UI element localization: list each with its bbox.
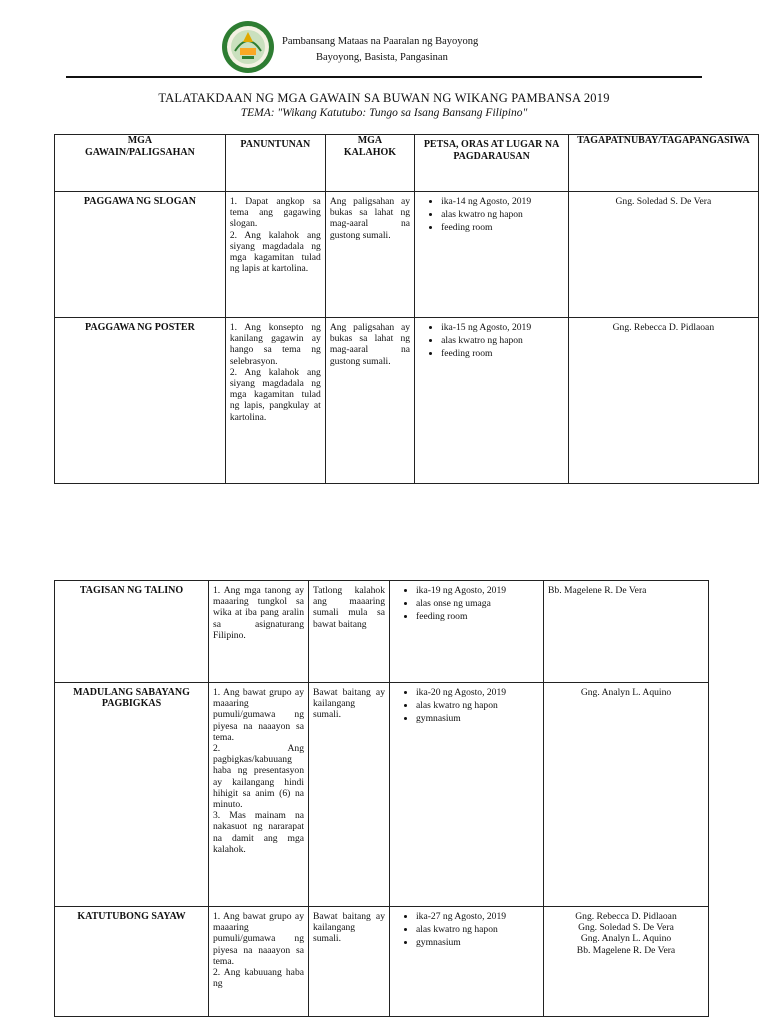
event-participants: Ang paligsahan ay bukas sa lahat ng mag-aaral na gustong sumali. bbox=[325, 318, 414, 484]
header-participants: MGA KALAHOK bbox=[325, 135, 414, 192]
event-schedule bbox=[390, 907, 544, 1017]
event-rules: 1. Ang mga tanong ay maaaring tungkol sa wika at iba pang aralin sa asignaturang Filipino. bbox=[209, 581, 309, 683]
schedule-date: • ika-27 ng Agosto, 2019 bbox=[416, 911, 539, 922]
event-rules: 1. Ang bawat grupo ay maaaring pumuli/gumawa ng piyesa na naaayon sa tema. 2. Ang kabuuang haba ng bbox=[209, 907, 309, 1017]
event-rules: 1. Ang bawat grupo ay maaaring pumuli/gumawa ng piyesa na naaayon sa tema. 2. Ang pagbigkas/kabuuang haba ng presentasyon ay kailangang hindi hihigit sa anim (6) na minuto. 3. Mas mainam na nakasuot ng nararapat na damit ang mga kalahok. bbox=[209, 683, 309, 907]
table-row bbox=[55, 192, 759, 318]
document-theme: TEMA: "Wikang Katutubo: Tungo sa Isang Bansang Filipino" bbox=[240, 107, 528, 119]
event-adviser bbox=[544, 581, 709, 683]
header-schedule: PETSA, ORAS AT LUGAR NA PAGDARAUSAN bbox=[415, 135, 569, 192]
event-name: TAGISAN NG TALINO bbox=[55, 581, 209, 683]
event-rules: 1. Dapat angkop sa tema ang gagawing slogan. 2. Ang kalahok ang siyang magdadala ng mga kagamitan tulad ng lapis at kartolina. bbox=[225, 192, 325, 318]
letterhead bbox=[0, 0, 768, 80]
event-schedule bbox=[415, 192, 569, 318]
adviser-name: Bb. Magelene R. De Vera bbox=[548, 585, 647, 596]
schedule-time: • alas kwatro ng hapon bbox=[441, 335, 564, 346]
schedule-table-part-2 bbox=[54, 580, 709, 1017]
schedule-venue: • feeding room bbox=[416, 611, 539, 622]
event-schedule bbox=[390, 683, 544, 907]
header-events: MGA GAWAIN/PALIGSAHAN bbox=[55, 135, 226, 192]
header-rule bbox=[66, 76, 702, 78]
event-adviser bbox=[544, 907, 709, 1017]
header-rules: PANUNTUNAN bbox=[225, 135, 325, 192]
adviser-name: Gng. Soledad S. De Vera bbox=[578, 922, 674, 934]
schedule-date: • ika-19 ng Agosto, 2019 bbox=[416, 585, 539, 596]
event-name: PAGGAWA NG SLOGAN bbox=[55, 192, 226, 318]
event-schedule bbox=[415, 318, 569, 484]
event-name: KATUTUBONG SAYAW bbox=[55, 907, 209, 1017]
schedule-time: • alas kwatro ng hapon bbox=[416, 924, 539, 935]
event-adviser bbox=[569, 192, 759, 318]
event-participants: Ang paligsahan ay bukas sa lahat ng mag-aaral na gustong sumali. bbox=[325, 192, 414, 318]
header-adviser: TAGAPATNUBAY/TAGAPANGASIWA bbox=[569, 135, 759, 192]
schedule-time: • alas onse ng umaga bbox=[416, 598, 539, 609]
school-address: Bayoyong, Basista, Pangasinan bbox=[316, 52, 448, 63]
event-adviser bbox=[544, 683, 709, 907]
document-title: TALATAKDAAN NG MGA GAWAIN SA BUWAN NG WIKANG PAMBANSA 2019 bbox=[158, 91, 610, 105]
table-row bbox=[55, 907, 709, 1017]
event-name: MADULANG SABAYANG PAGBIGKAS bbox=[55, 683, 209, 907]
schedule-venue: • gymnasium bbox=[416, 713, 539, 724]
adviser-name: Gng. Rebecca D. Pidlaoan bbox=[575, 911, 677, 922]
adviser-name: Gng. Analyn L. Aquino bbox=[580, 933, 672, 945]
schedule-time: • alas kwatro ng hapon bbox=[416, 700, 539, 711]
event-participants: Bawat baitang ay kailangang sumali. bbox=[309, 907, 390, 1017]
table-header-row bbox=[55, 135, 759, 192]
event-adviser bbox=[569, 318, 759, 484]
event-rules: 1. Ang konsepto ng kanilang gagawin ay hango sa tema ng selebrasyon. 2. Ang kalahok ang siyang magdadala ng mga kagamitan tulad ng lapis, pangkulay at kartolina. bbox=[225, 318, 325, 484]
schedule-date: • ika-15 ng Agosto, 2019 bbox=[441, 322, 564, 333]
schedule-date: • ika-20 ng Agosto, 2019 bbox=[416, 687, 539, 698]
event-name: PAGGAWA NG POSTER bbox=[55, 318, 226, 484]
adviser-name: Bb. Magelene R. De Vera bbox=[576, 944, 676, 956]
adviser-name: Gng. Analyn L. Aquino bbox=[580, 687, 672, 698]
school-name: Pambansang Mataas na Paaralan ng Bayoyong bbox=[282, 36, 479, 47]
table-row bbox=[55, 318, 759, 484]
table-row bbox=[55, 683, 709, 907]
schedule-venue: • feeding room bbox=[441, 348, 564, 359]
school-seal-logo bbox=[221, 20, 275, 74]
event-schedule bbox=[390, 581, 544, 683]
schedule-time: • alas kwatro ng hapon bbox=[441, 209, 564, 220]
adviser-name: Gng. Soledad S. De Vera bbox=[615, 196, 712, 207]
schedule-date: • ika-14 ng Agosto, 2019 bbox=[441, 196, 564, 207]
event-participants: Bawat baitang ay kailangang sumali. bbox=[309, 683, 390, 907]
schedule-venue: • gymnasium bbox=[416, 937, 539, 948]
schedule-table-part-1 bbox=[54, 134, 759, 484]
adviser-name: Gng. Rebecca D. Pidlaoan bbox=[612, 322, 715, 333]
event-participants: Tatlong kalahok ang maaaring sumali mula sa bawat baitang bbox=[309, 581, 390, 683]
table-row bbox=[55, 581, 709, 683]
schedule-venue: • feeding room bbox=[441, 222, 564, 233]
